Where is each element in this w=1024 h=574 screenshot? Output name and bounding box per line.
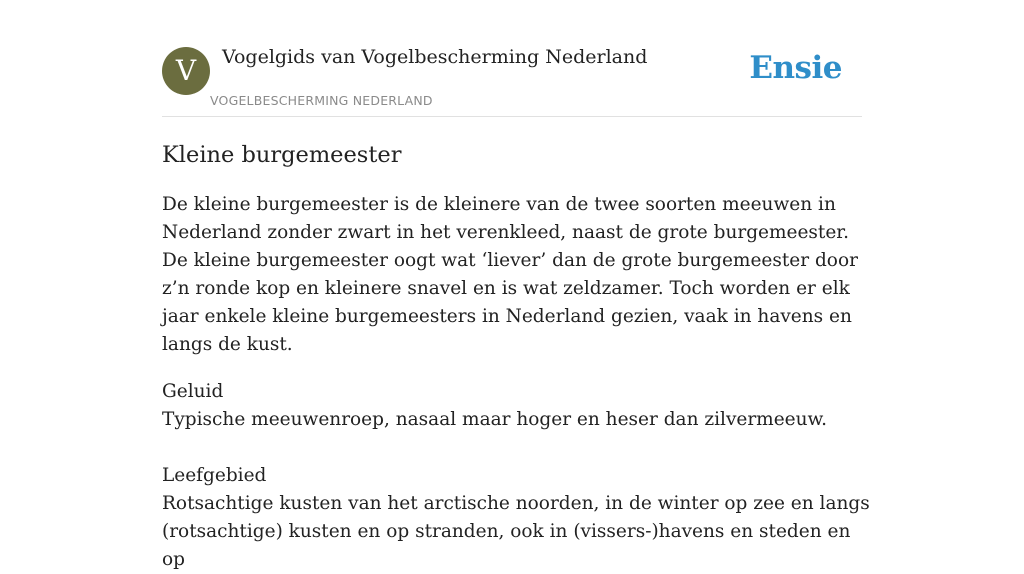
section-text: Rotsachtige kusten van het arctische noorden, in de winter op zee en langs (rotsachtige) kusten en op stranden, ook in (vissers-)havens en steden en op [162,493,870,570]
avatar[interactable]: V [162,47,210,95]
entry-title: Kleine burgemeester [162,142,402,168]
entry-intro: De kleine burgemeester is de kleinere van de twee soorten meeuwen in Nederland zonder zwart in het verenkleed, naast de grote burgemeester. De kleine burgemeester oogt wat ‘liever’ dan de grote burgemeester door z’n ronde kop en kleinere snavel en is wat zeldzamer. Toch worden er elk jaar enkele kleine burgemeesters in Nederland gezien, vaak in havens en langs de kust. [162,194,858,355]
source-subtitle-link[interactable]: VOGELBESCHERMING NEDERLAND [210,93,433,108]
section-text: Typische meeuwenroep, nasaal maar hoger en heser dan zilvermeeuw. [162,409,828,430]
section-heading: Geluid [162,381,224,402]
section-leefgebied [162,462,872,574]
entry-content [162,139,872,574]
section-geluid [162,378,872,434]
source-header [162,44,862,117]
source-title-link[interactable]: Vogelgids van Vogelbescherming Nederland [222,46,648,68]
brand-logo[interactable]: Ensie [749,50,842,86]
section-heading: Leefgebied [162,465,267,486]
